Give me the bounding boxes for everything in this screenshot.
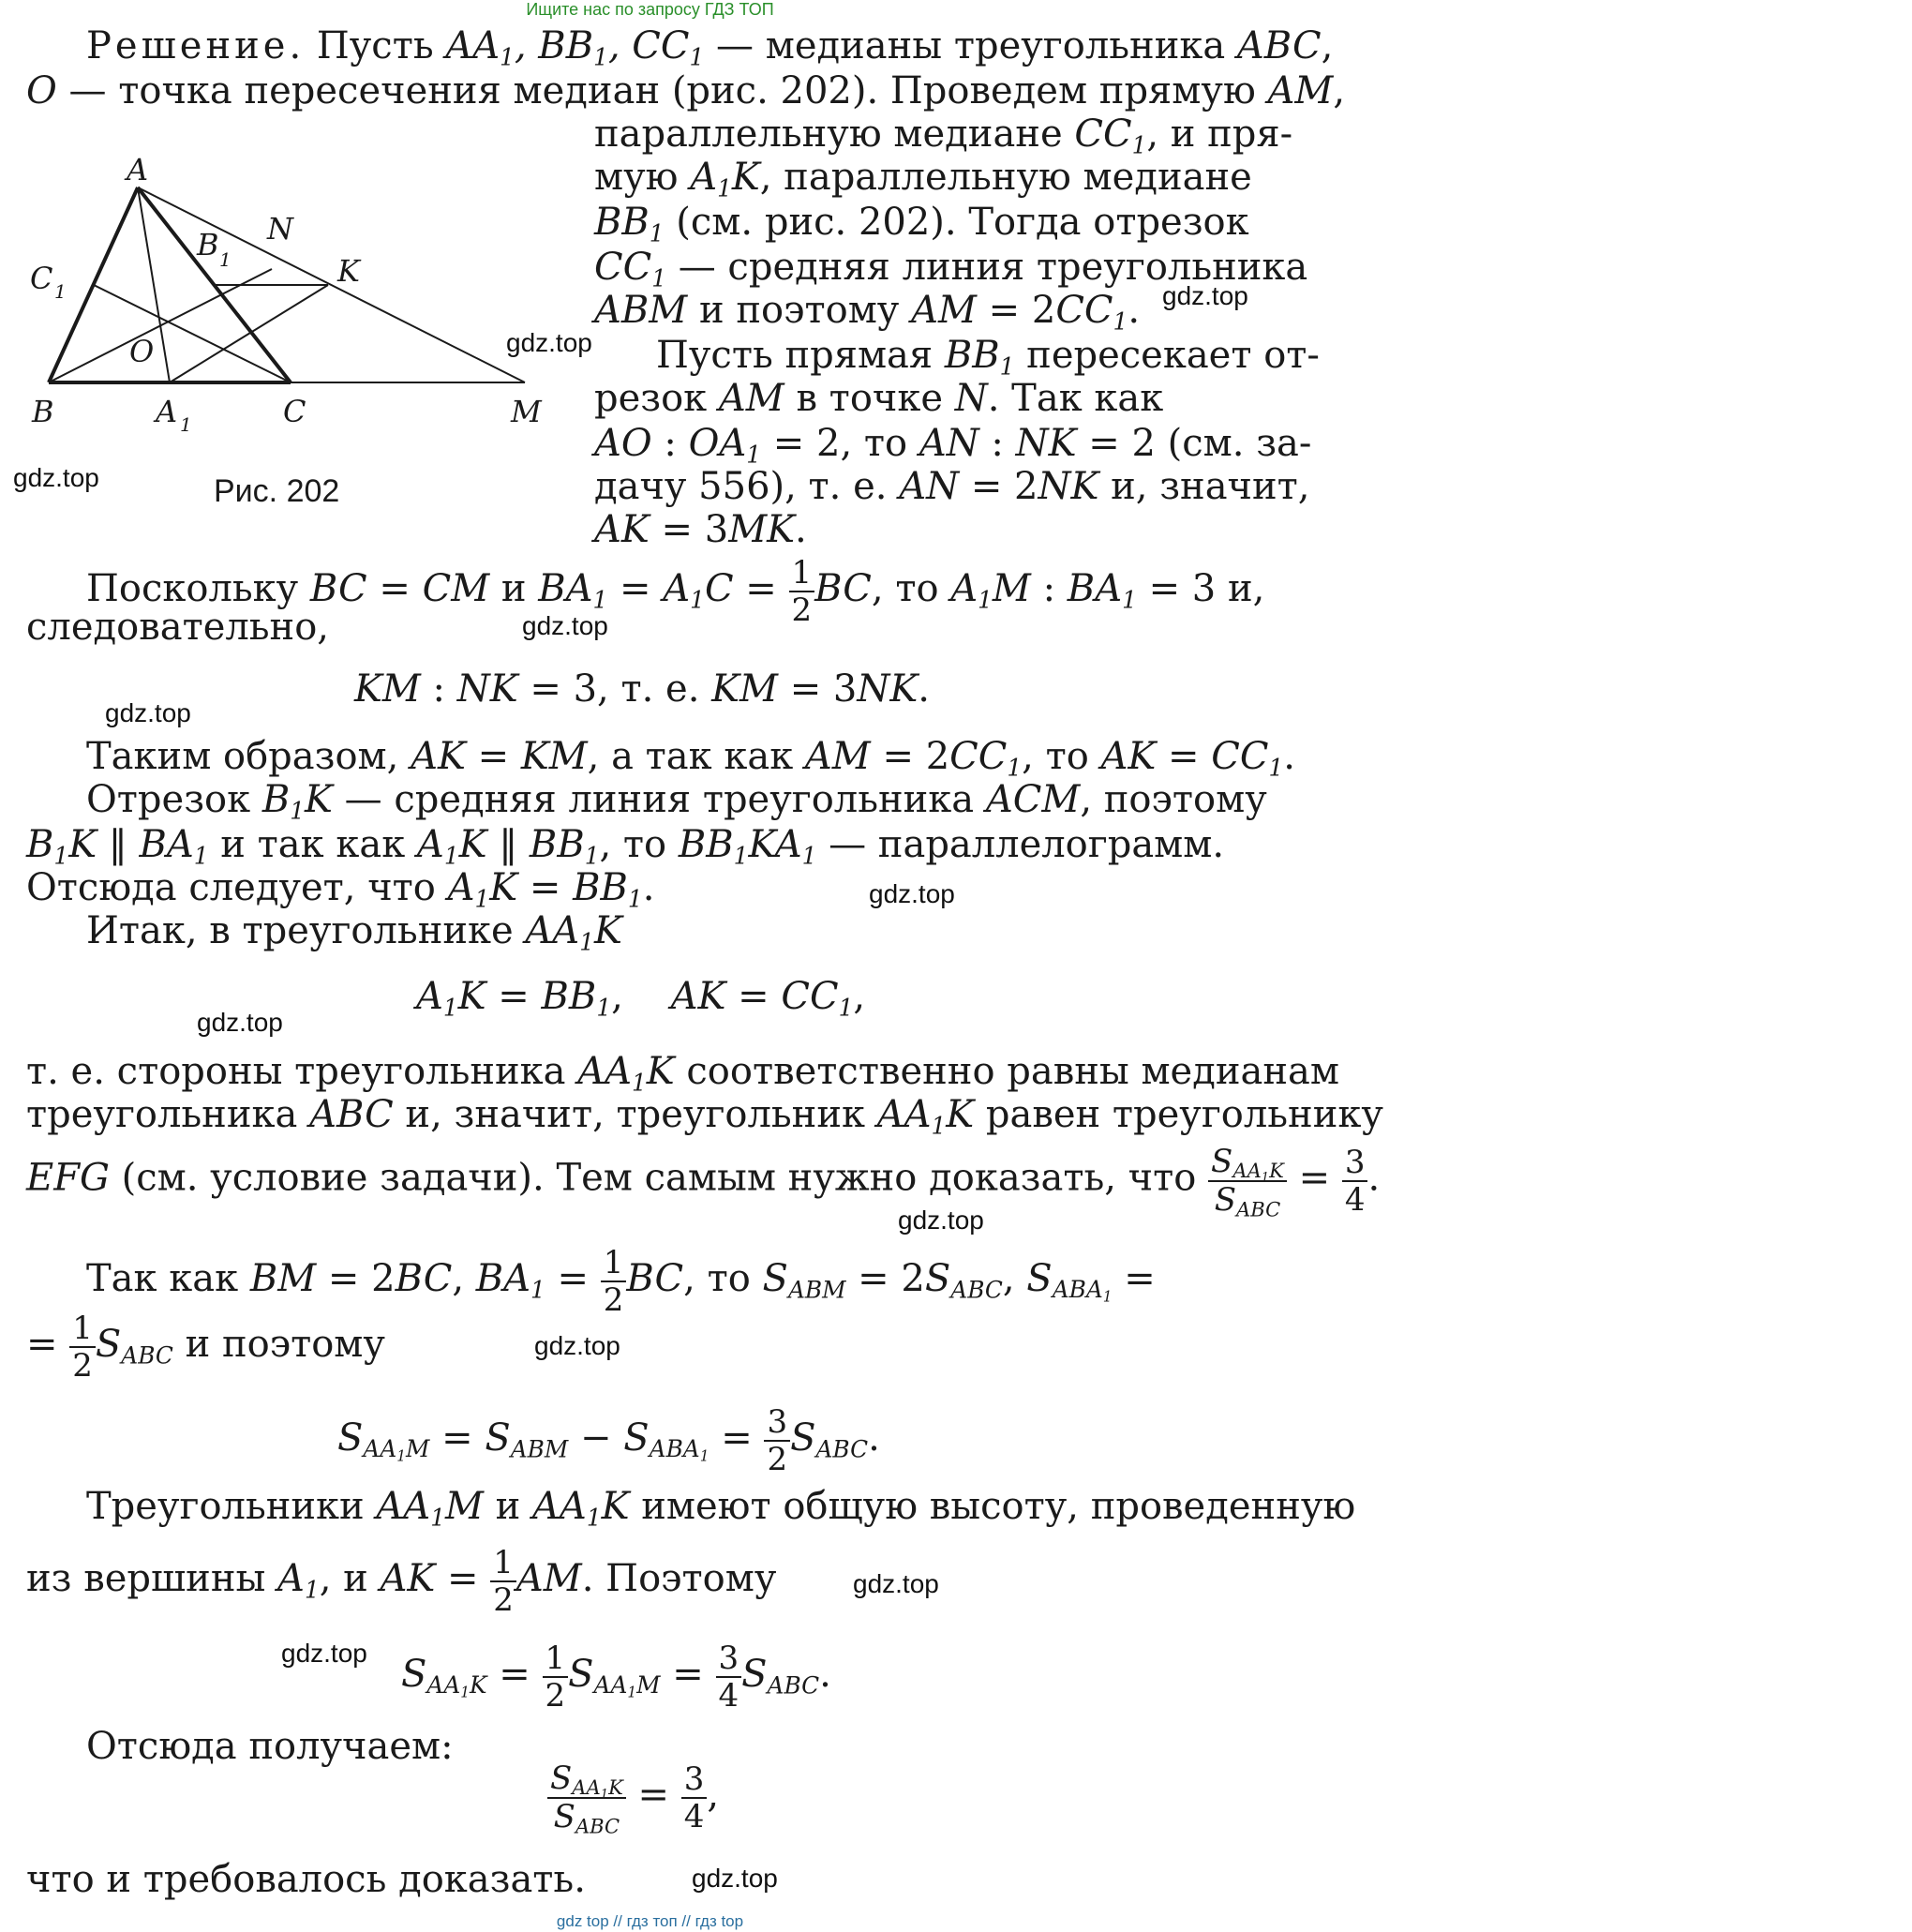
watermark: gdz.top [853,1569,939,1598]
text-line-19: Отсюда следует, что $A_1K = BB_1$. [26,866,655,913]
text-line-32: $\frac{S_{AA_1K}}{S_{ABC}}$ = $\frac{3}{4}$ , [547,1762,1803,1833]
text-line-18: $B_1K$ ‖ $BA_1$ и так как $A_1K$ ‖ $BB_1$, то $BB_1KA_1$ — параллелограмм. [26,823,1225,870]
bottom-banner[interactable]: gdz top // гдз топ // гдз top [556,1912,744,1930]
text-line-13: Поскольку BC = CM и $BA_1 = A_1C$ = $\frac{1}{2}$ BC, то $A_1M$ : $BA_1 = 3$ и, [86,554,1265,629]
label-C1-sub: 1 [54,280,67,303]
label-O: O [129,334,155,369]
watermark: gdz.top [522,611,608,640]
text-line-31: Отсюда получаем: [86,1725,454,1768]
label-B: B [32,394,54,429]
watermark: gdz.top [1162,281,1248,310]
label-A1: A [156,394,178,429]
watermark: gdz.top [869,879,955,908]
label-N: N [267,211,293,247]
watermark: gdz.top [105,698,191,727]
text-line-2: O — точка пересечения медиан (рис. 202). Проведем прямую AM, [26,69,1346,112]
text-line-21: $A_1K = BB_1$, AK = $CC_1$, [416,975,866,1022]
text-line-6: $CC_1$ — средняя линия треугольника [594,246,1308,292]
label-M: M [511,394,542,429]
text-line-20: Итак, в треугольнике $AA_1K$ [86,909,622,956]
label-C: C [283,394,306,429]
median-BB1 [49,269,272,382]
text-line-1: Решение. Пусть $AA_1$, $BB_1$, $CC_1$ — медианы треугольника ABC, [86,24,1334,71]
text-line-14: следовательно, [26,606,330,649]
watermark: gdz.top [506,328,592,357]
label-B1: B [197,227,219,262]
text-line-4: мую $A_1K$, параллельную медиане [594,156,1252,202]
text-line-12: AK = 3MK. [594,508,807,551]
text-line-24: EFG (см. условие задачи). Тем самым нужно доказать, что $\frac{S_{AA_1K}}{S_{ABC}}$ = $\frac{3}{4}$ . [26,1143,1381,1221]
text-line-3: параллельную медиане $CC_1$, и пря- [594,112,1293,159]
watermark: gdz.top [692,1864,778,1893]
figure-caption: Рис. 202 [214,473,340,509]
text-line-16: Таким образом, AK = KM, а так как AM = $2CC_1$, то AK = $CC_1$. [86,735,1295,782]
top-banner[interactable]: Ищите нас по запросу ГДЗ ТОП [526,0,774,19]
segment-AM [138,187,525,382]
figure-202 [19,150,544,436]
text-line-15: KM : NK = 3, т. е. KM = 3NK. [354,667,930,711]
label-A: A [127,152,149,187]
label-A1-sub: 1 [180,413,192,436]
text-line-8: Пусть прямая $BB_1$ пересекает от- [656,334,1320,381]
text-line-33: что и требовалось доказать. [26,1858,586,1901]
watermark: gdz.top [281,1639,367,1668]
label-B1-sub: 1 [219,248,232,271]
text-line-25: Так как BM = 2BC, $BA_1$ = $\frac{1}{2}$ BC, то $S_{ABM} = 2S_{ABC}$, $S_{ABA_1}$ = [86,1244,1156,1319]
text-line-5: $BB_1$ (см. рис. 202). Тогда отрезок [594,201,1249,247]
label-C1: C [30,261,53,296]
watermark: gdz.top [197,1008,283,1037]
text-line-17: Отрезок $B_1K$ — средняя линия треугольника ACM, поэтому [86,778,1267,825]
label-K: K [337,253,360,289]
text-line-27: $S_{AA_1M} = S_{ABM} - S_{ABA_1}$ = $\frac{3}{2}$ $S_{ABC}$. [337,1403,880,1478]
text-line-26: = $\frac{1}{2}$ $S_{ABC}$ и поэтому [26,1310,385,1385]
text-line-11: дачу 556), т. е. AN = 2NK и, значит, [594,465,1310,508]
text-line-29: из вершины $A_1$, и AK = $\frac{1}{2}$ AM. Поэтому [26,1544,777,1619]
text-line-28: Треугольники $AA_1M$ и $AA_1K$ имеют общую высоту, проведенную [86,1485,1356,1532]
text-line-7: ABM и поэтому AM = $2CC_1$. [594,289,1141,336]
text-line-22: т. е. стороны треугольника $AA_1K$ соответственно равны медианам [26,1050,1339,1097]
watermark: gdz.top [898,1206,984,1235]
watermark: gdz.top [534,1331,620,1360]
watermark: gdz.top [13,463,99,492]
text-line-23: треугольника ABC и, значит, треугольник $AA_1K$ равен треугольнику [26,1093,1383,1140]
text-line-9: резок AM в точке N. Так как [594,377,1164,420]
text-line-10: AO : $OA_1 = 2$, то AN : NK = 2 (см. за- [594,422,1312,469]
text-line-30: $S_{AA_1K}$ = $\frac{1}{2}$ $S_{AA_1M}$ = $\frac{3}{4}$ $S_{ABC}$. [401,1640,831,1715]
